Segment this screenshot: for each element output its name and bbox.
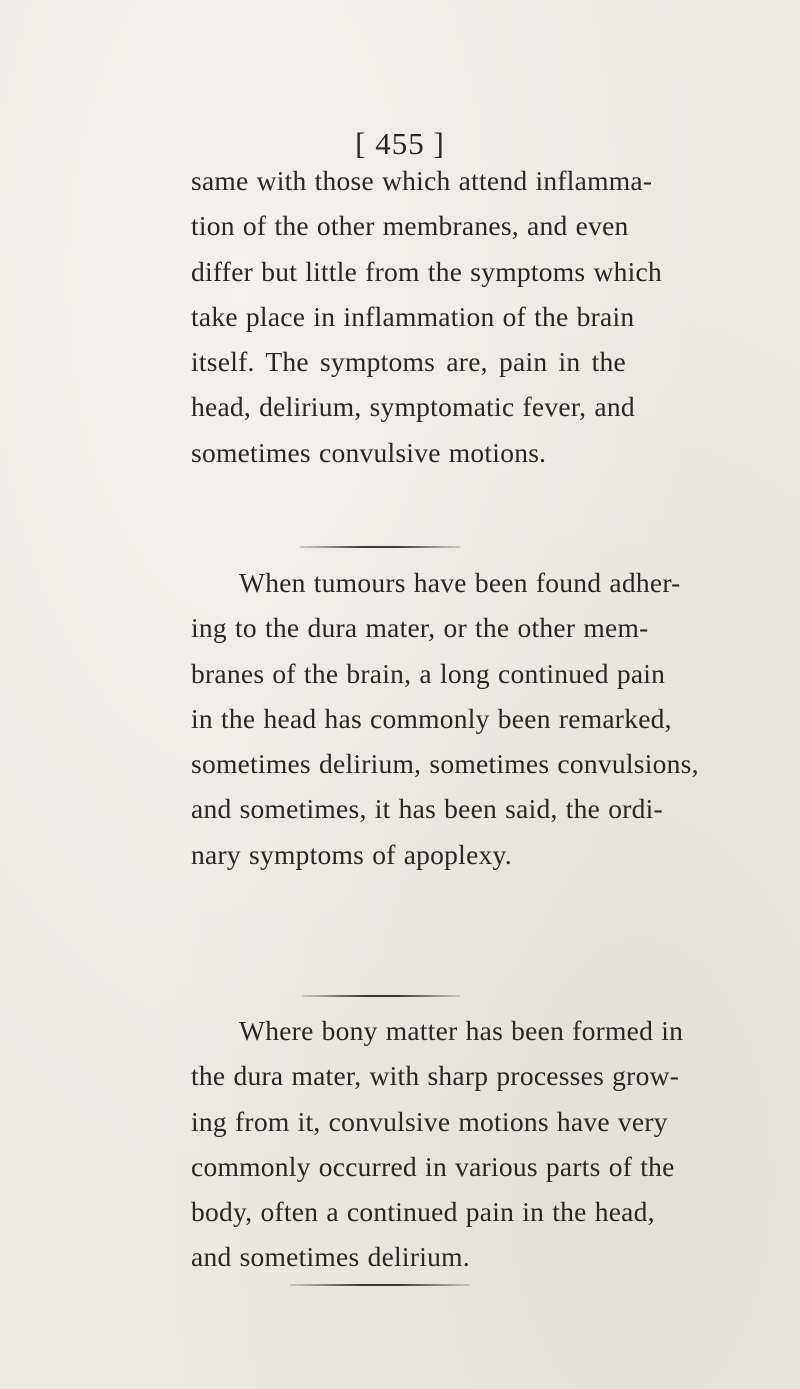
text-line: sometimes delirium, sometimes convulsions, [191,748,699,780]
text-line: same with those which attend inflamma- [191,165,653,196]
text-line: and sometimes, it has been said, the ordi- [191,793,663,825]
text-line: differ but little from the symptoms which [191,255,662,287]
text-line: nary symptoms of apoplexy. [191,838,512,870]
section-divider [302,995,460,997]
page-number: [ 455 ] [355,126,445,161]
text-line: sometimes convulsive motions. [191,436,547,468]
paragraph-bony-matter [191,1008,684,1280]
text-line: branes of the brain, a long continued pain [191,657,666,689]
text-line: head, delirium, symptomatic fever, and [191,391,635,423]
text-line: take place in inflammation of the brain [191,300,635,332]
text-line: ing to the dura mater, or the other mem- [191,612,649,644]
section-divider [300,546,460,548]
section-divider [290,1284,470,1286]
paragraph-inflammation-symptoms [191,158,662,475]
text-line: the dura mater, with sharp processes grow- [191,1060,680,1092]
text-line: When tumours have been found adher- [239,567,681,598]
text-line: tion of the other membranes, and even [191,210,629,242]
text-line: body, often a continued pain in the head, [191,1196,655,1228]
text-line: Where bony matter has been formed in [239,1015,684,1046]
paragraph-tumours [191,560,699,877]
text-line: commonly occurred in various parts of the [191,1150,675,1182]
text-line: in the head has commonly been remarked, [191,702,672,734]
text-line: itself. The symptoms are, pain in the [191,346,626,378]
text-line: ing from it, convulsive motions have very [191,1105,668,1137]
text-line: and sometimes delirium. [191,1241,470,1273]
